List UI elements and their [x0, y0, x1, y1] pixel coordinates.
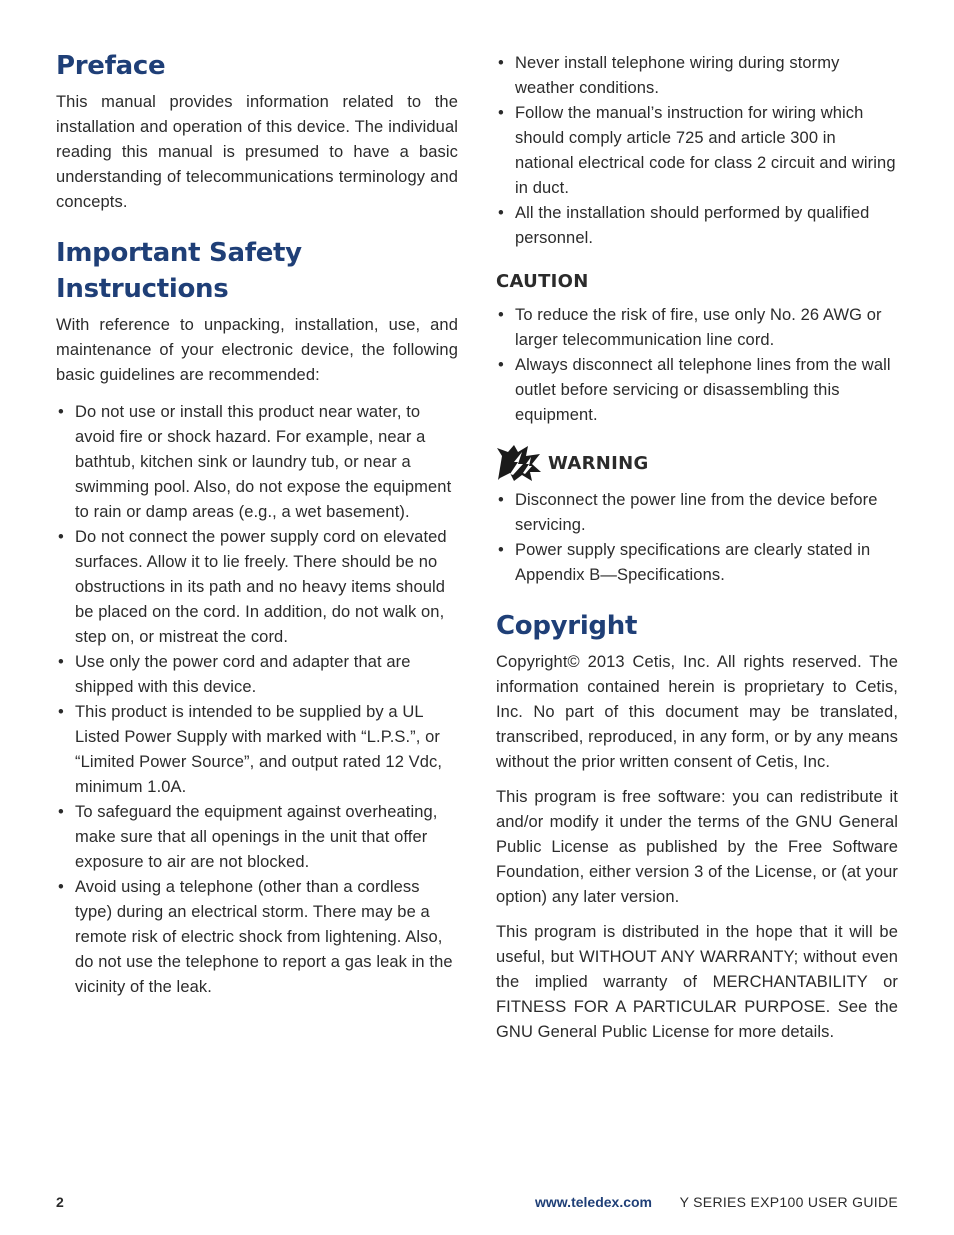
warranty-paragraph: This program is distributed in the hope that it will be useful, but WITHOUT ANY WARRANTY; without even the implied warranty of MERCHANTABILITY or FITNESS FOR A PARTICULAR PURPOSE. See the GNU General Public License for more details.: [496, 923, 898, 1041]
list-item: • Never install telephone wiring during stormy weather conditions.: [496, 51, 898, 101]
page-number: 2: [56, 1194, 64, 1210]
copyright-paragraph: Copyright© 2013 Cetis, Inc. All rights reserved. The information contained herein is proprietary to Cetis, Inc. No part of this document may be translated, transcribed, reproduced, in any form, or by any means without the prior written consent of Cetis, Inc.: [496, 653, 898, 771]
preface-paragraph: This manual provides information related to the installation and operation of this device. The individual reading this manual is presumed to have a basic understanding of telecommunications terminology and concepts.: [56, 93, 458, 211]
website-link[interactable]: www.teledex.com: [535, 1194, 652, 1210]
caution-heading: CAUTION: [496, 271, 589, 292]
warning-heading: [496, 444, 898, 482]
right-column: [496, 51, 898, 1055]
warning-title: WARNING: [548, 452, 649, 474]
list-item: • To safeguard the equipment against overheating, make sure that all openings in the unit that offer exposure to air are not blocked.: [56, 800, 458, 875]
warning-list: [496, 488, 898, 588]
list-item: • Always disconnect all telephone lines from the wall outlet before servicing or disassembling this equipment.: [496, 353, 898, 428]
list-item: • Do not use or install this product near water, to avoid fire or shock hazard. For example, near a bathtub, kitchen sink or laundry tub, or near a swimming pool. Also, do not expose the equipment to rain or damp areas (e.g., a wet basement).: [56, 400, 458, 525]
left-column: [56, 48, 458, 1012]
list-item: • To reduce the risk of fire, use only No. 26 AWG or larger telecommunication line cord.: [496, 303, 898, 353]
list-item: • Avoid using a telephone (other than a cordless type) during an electrical storm. There may be a remote risk of electric shock from lightening. Also, do not use the telephone to report a gas leak in the vicinity of the leak.: [56, 875, 458, 1000]
list-item: • Use only the power cord and adapter that are shipped with this device.: [56, 650, 458, 700]
safety-list: [56, 400, 458, 1000]
license-paragraph: This program is free software: you can redistribute it and/or modify it under the terms of the GNU General Public License as published by the Free Software Foundation, either version 3 of the License, or (at your option) any later version.: [496, 788, 898, 906]
safety-heading: Important Safety Instructions: [56, 238, 302, 304]
caution-list: [496, 303, 898, 428]
guide-title: Y SERIES EXP100 USER GUIDE: [679, 1194, 898, 1210]
list-item: • Do not connect the power supply cord on elevated surfaces. Allow it to lie freely. There should be no obstructions in its path and no heavy items should be placed on the cord. In addition, do not walk on, step on, or mistreat the cord.: [56, 525, 458, 650]
list-item: • This product is intended to be supplied by a UL Listed Power Supply with marked with “L.P.S.”, or “Limited Power Source”, and output rated 12 Vdc, minimum 1.0A.: [56, 700, 458, 800]
page-footer: [56, 1194, 898, 1214]
list-item: • Follow the manual’s instruction for wiring which should comply article 725 and article 300 in national electrical code for class 2 circuit and wiring in duct.: [496, 101, 898, 201]
preface-heading: Preface: [56, 51, 166, 81]
list-item: • Power supply specifications are clearly stated in Appendix B—Specifications.: [496, 538, 898, 588]
safety-intro: With reference to unpacking, installation, use, and maintenance of your electronic device, the following basic guidelines are recommended:: [56, 316, 458, 384]
list-item: • Disconnect the power line from the device before servicing.: [496, 488, 898, 538]
copyright-heading: Copyright: [496, 611, 638, 641]
list-item: • All the installation should performed by qualified personnel.: [496, 201, 898, 251]
lightning-warning-icon: [496, 444, 542, 482]
safety-list-continued: [496, 51, 898, 251]
